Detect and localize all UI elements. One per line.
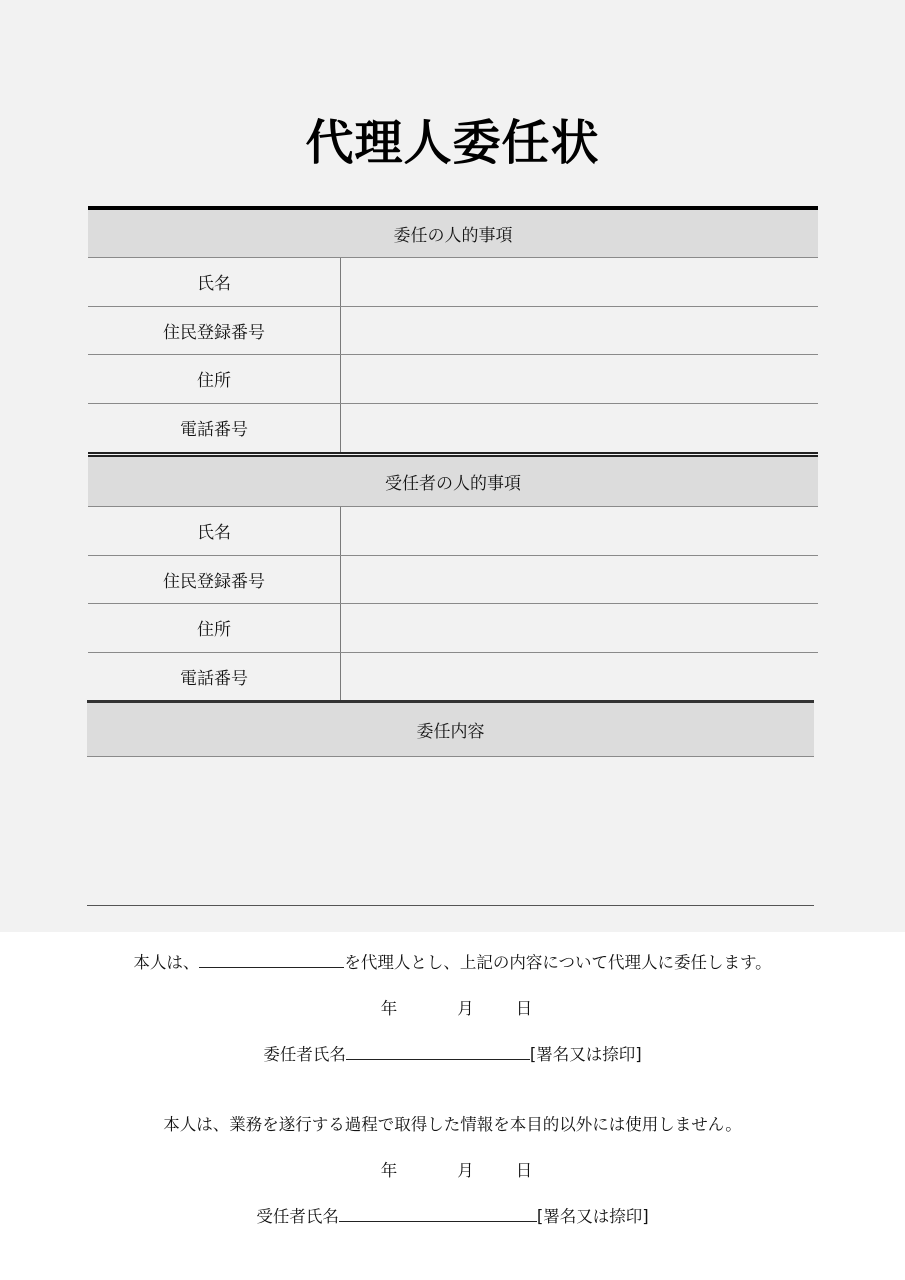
row-label: 住所 — [88, 604, 341, 652]
delegator-section — [88, 206, 818, 452]
name-field[interactable] — [341, 507, 818, 555]
document-title: 代理人委任状 — [305, 115, 600, 171]
phone-field[interactable] — [341, 653, 818, 702]
table-row — [88, 653, 818, 702]
section-header: 受任者の人的事項 — [88, 457, 818, 507]
year-label: 年 — [380, 999, 398, 1018]
phone-field[interactable] — [341, 404, 818, 453]
confidentiality-statement: 本人は、業務を遂行する過程で取得した情報を本目的以外には使用しません。 — [163, 1115, 742, 1134]
table-row — [88, 307, 818, 356]
year-label: 年 — [380, 1161, 398, 1180]
delegation-content-section — [87, 700, 814, 906]
signature-note: [署名又は捺印] — [536, 1207, 649, 1226]
delegatee-signature-line — [0, 1203, 905, 1227]
registration-number-field[interactable] — [341, 307, 818, 355]
delegatee-section — [88, 452, 818, 701]
address-field[interactable] — [341, 355, 818, 403]
address-field[interactable] — [341, 604, 818, 652]
row-label: 氏名 — [88, 507, 341, 555]
row-label: 住所 — [88, 355, 341, 403]
table-row — [88, 507, 818, 556]
statement-suffix: を代理人とし、上記の内容について代理人に委任します。 — [344, 953, 772, 972]
table-row — [88, 404, 818, 453]
signature-note: [署名又は捺印] — [529, 1045, 642, 1064]
table-row — [88, 556, 818, 605]
row-label: 住民登録番号 — [88, 307, 341, 355]
table-row — [88, 355, 818, 404]
name-field[interactable] — [341, 258, 818, 306]
day-label: 日 — [515, 1161, 533, 1180]
delegator-signature-line — [0, 1041, 905, 1065]
row-label: 電話番号 — [88, 404, 341, 453]
date-line-1 — [0, 995, 905, 1019]
date-line-2 — [0, 1157, 905, 1181]
section-header: 委任の人的事項 — [88, 210, 818, 258]
month-label: 月 — [457, 999, 474, 1018]
agent-name-blank[interactable] — [199, 953, 344, 968]
row-label: 電話番号 — [88, 653, 341, 702]
delegator-signature-blank[interactable] — [346, 1045, 530, 1060]
delegation-statement — [0, 949, 905, 973]
signature-label: 受任者氏名 — [256, 1207, 339, 1226]
delegatee-signature-blank[interactable] — [339, 1207, 537, 1222]
statement-prefix: 本人は、 — [133, 953, 200, 972]
table-row — [88, 604, 818, 653]
section-header: 委任内容 — [87, 703, 814, 757]
day-label: 日 — [515, 999, 533, 1018]
signature-label: 委任者氏名 — [263, 1045, 346, 1064]
month-label: 月 — [457, 1161, 474, 1180]
table-row — [88, 258, 818, 307]
delegation-content-field[interactable] — [87, 757, 814, 906]
registration-number-field[interactable] — [341, 556, 818, 604]
row-label: 氏名 — [88, 258, 341, 306]
row-label: 住民登録番号 — [88, 556, 341, 604]
